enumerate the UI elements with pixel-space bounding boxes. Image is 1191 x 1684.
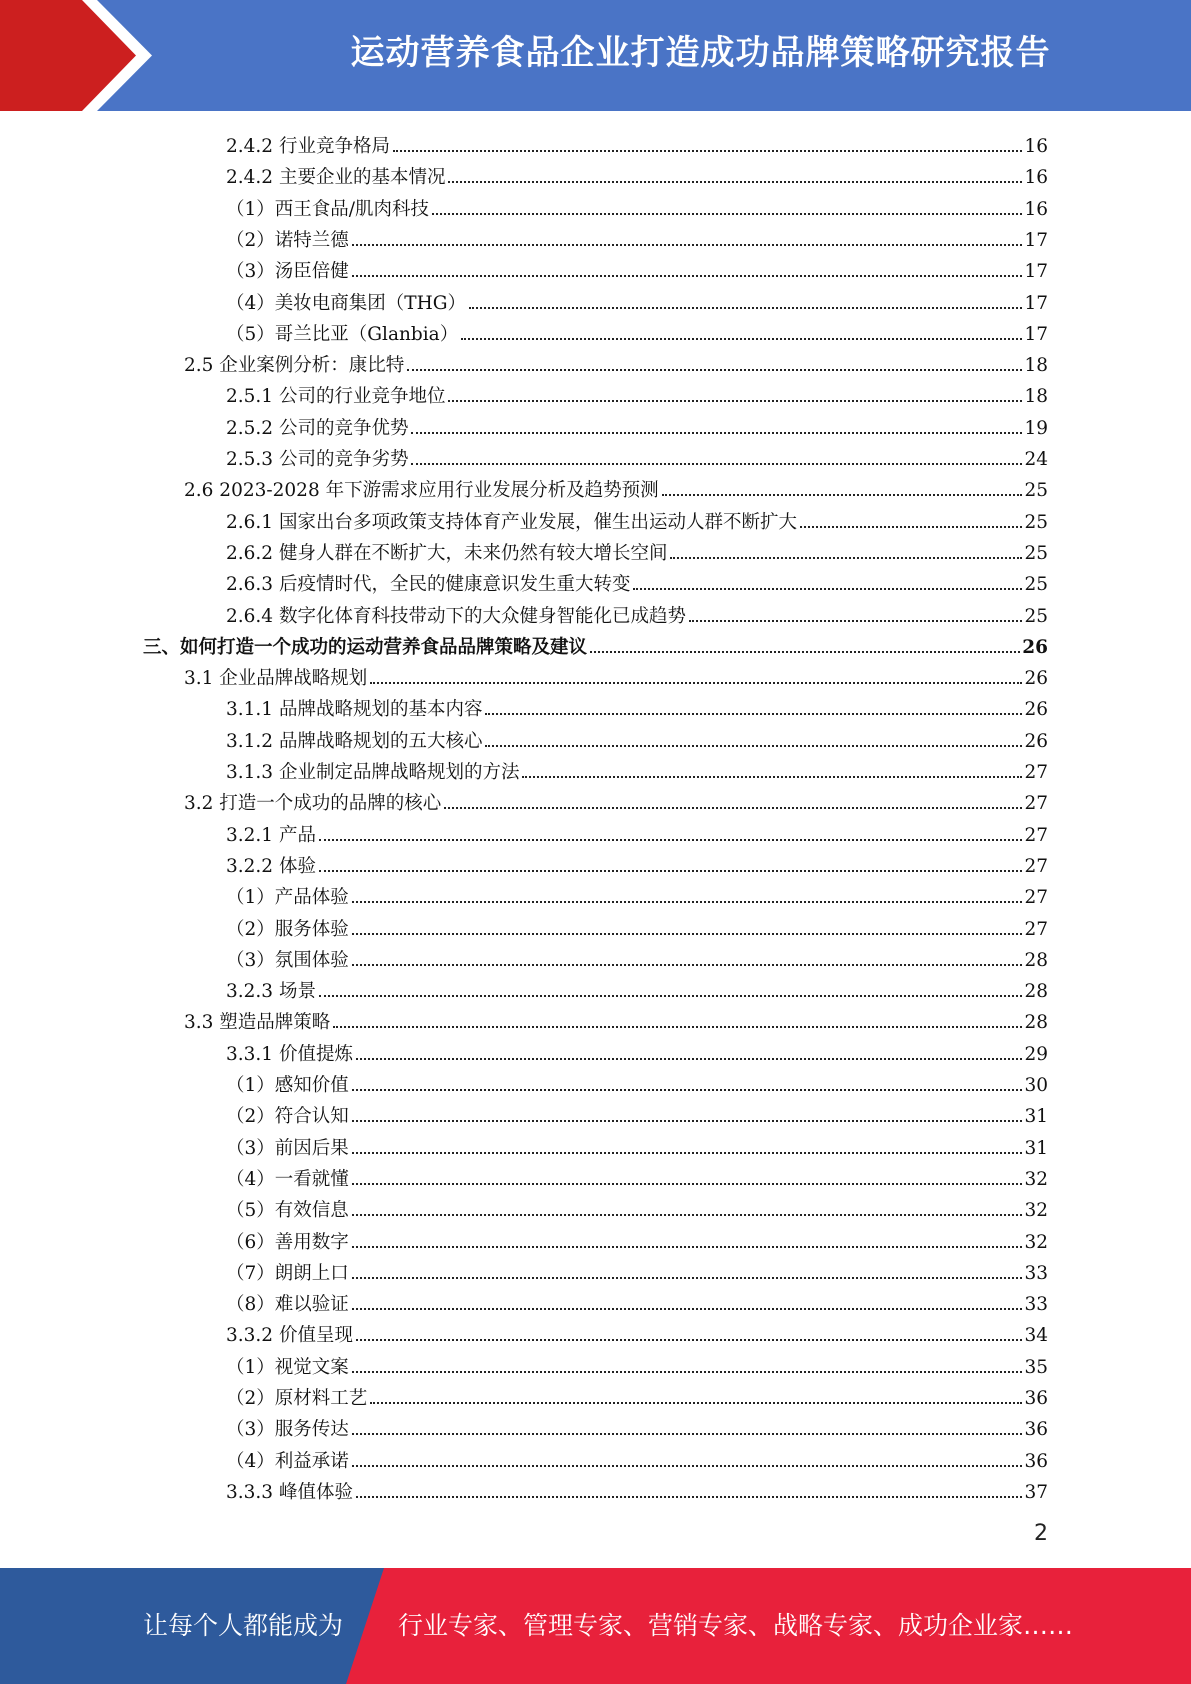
toc-entry[interactable] <box>226 409 1048 440</box>
toc-entry-label: 3.1.1 品牌战略规划的基本内容 <box>226 699 483 721</box>
toc-entry-label: （1）产品体验 <box>226 887 349 909</box>
toc-entry-label: 2.6.1 国家出台多项政策支持体育产业发展，催生出运动人群不断扩大 <box>226 511 797 533</box>
toc-entry-label: （2）诺特兰德 <box>226 229 349 251</box>
toc-entry[interactable] <box>184 1003 1048 1034</box>
toc-dot-leader <box>352 244 1023 246</box>
toc-entry-label: 2.5.1 公司的行业竞争地位 <box>226 386 446 408</box>
toc-entry-page: 31 <box>1024 1137 1048 1159</box>
toc-entry-page: 26 <box>1024 730 1048 752</box>
toc-entry[interactable] <box>226 1348 1048 1379</box>
toc-dot-leader <box>662 494 1023 496</box>
toc-entry-page: 16 <box>1024 167 1048 189</box>
toc-entry[interactable] <box>226 503 1048 534</box>
toc-dot-leader <box>633 588 1022 590</box>
toc-dot-leader <box>352 1433 1023 1435</box>
toc-dot-leader <box>356 1496 1023 1498</box>
toc-entry[interactable] <box>226 722 1048 753</box>
toc-entry-label: （4）一看就懂 <box>226 1168 349 1190</box>
toc-entry-label: （2）符合认知 <box>226 1106 349 1128</box>
toc-entry-label: （6）善用数字 <box>226 1231 349 1253</box>
toc-entry[interactable] <box>226 847 1048 878</box>
toc-entry-label: 2.6 2023-2028 年下游需求应用行业发展分析及趋势预测 <box>184 480 659 502</box>
toc-dot-leader <box>393 150 1022 152</box>
toc-dot-leader <box>444 807 1022 809</box>
toc-entry-label: （2）服务体验 <box>226 918 349 940</box>
toc-entry-label: （1）西王食品/肌肉科技 <box>226 198 430 220</box>
toc-entry[interactable] <box>226 1129 1048 1160</box>
toc-entry[interactable] <box>226 158 1048 189</box>
toc-entry[interactable] <box>226 1410 1048 1441</box>
toc-entry-page: 27 <box>1024 918 1048 940</box>
toc-dot-leader <box>485 745 1022 747</box>
page-header <box>0 0 1191 111</box>
toc-dot-leader <box>370 1402 1022 1404</box>
toc-entry-page: 30 <box>1024 1075 1048 1096</box>
toc-entry[interactable] <box>226 910 1048 941</box>
toc-dot-leader <box>352 964 1023 966</box>
toc-entry-page: 17 <box>1024 323 1048 345</box>
toc-entry-page: 27 <box>1024 855 1048 877</box>
toc-dot-leader <box>352 1183 1023 1185</box>
toc-entry[interactable] <box>184 659 1048 690</box>
toc-entry-page: 24 <box>1024 449 1048 470</box>
toc-entry[interactable] <box>226 753 1048 784</box>
toc-entry-page: 32 <box>1024 1231 1048 1253</box>
toc-dot-leader <box>411 463 1022 465</box>
toc-dot-leader <box>689 620 1022 622</box>
toc-entry-label: （4）美妆电商集团（THG） <box>226 292 467 314</box>
toc-dot-leader <box>352 1277 1023 1279</box>
toc-dot-leader <box>461 338 1022 340</box>
toc-dot-leader <box>352 275 1023 277</box>
toc-entry[interactable] <box>226 315 1048 346</box>
toc-entry-page: 37 <box>1024 1481 1048 1503</box>
toc-entry-page: 32 <box>1024 1168 1048 1190</box>
toc-entry-page: 18 <box>1024 355 1048 377</box>
toc-dot-leader <box>469 307 1022 309</box>
toc-dot-leader <box>352 1152 1023 1154</box>
toc-dot-leader <box>319 995 1023 997</box>
toc-entry[interactable] <box>226 440 1048 471</box>
toc-dot-leader <box>352 1308 1023 1310</box>
toc-entry[interactable] <box>226 377 1048 408</box>
toc-entry-page: 27 <box>1024 793 1048 815</box>
toc-entry-label: （1）视觉文案 <box>226 1356 349 1378</box>
toc-entry-page: 25 <box>1024 605 1048 627</box>
toc-entry[interactable] <box>226 252 1048 283</box>
toc-entry-page: 25 <box>1024 542 1048 564</box>
toc-entry-page: 17 <box>1024 292 1048 314</box>
toc-entry[interactable] <box>226 1442 1048 1473</box>
toc-dot-leader <box>670 557 1022 559</box>
toc-dot-leader <box>319 839 1023 841</box>
toc-entry-label: （5）哥兰比亚（Glanbia） <box>226 323 459 345</box>
toc-entry-page: 25 <box>1024 511 1048 533</box>
toc-entry-page: 36 <box>1024 1388 1048 1409</box>
toc-dot-leader <box>352 1214 1023 1216</box>
toc-entry-page: 26 <box>1024 668 1048 690</box>
toc-dot-leader <box>352 1465 1023 1467</box>
toc-dot-leader <box>370 682 1022 684</box>
toc-entry[interactable] <box>226 1254 1048 1285</box>
toc-entry-label: （3）服务传达 <box>226 1419 349 1441</box>
toc-entry-label: （3）氛围体验 <box>226 949 349 971</box>
toc-entry-label: 2.5 企业案例分析：康比特 <box>184 355 405 377</box>
toc-entry-label: （8）难以验证 <box>226 1294 349 1316</box>
toc-entry-label: （4）利益承诺 <box>226 1450 349 1472</box>
toc-dot-leader <box>352 901 1023 903</box>
toc-entry-page: 27 <box>1024 824 1048 846</box>
toc-entry-page: 36 <box>1024 1419 1048 1441</box>
toc-entry[interactable] <box>226 1379 1048 1410</box>
toc-entry-page: 19 <box>1024 417 1048 439</box>
toc-dot-leader <box>411 432 1022 434</box>
footer-slogan-right: 行业专家、管理专家、营销专家、战略专家、成功企业家…… <box>398 1611 1074 1640</box>
footer-slogan-left: 让每个人都能成为 <box>143 1611 344 1640</box>
toc-dot-leader <box>448 181 1022 183</box>
toc-entry-page: 16 <box>1024 136 1048 157</box>
toc-dot-leader <box>319 870 1023 872</box>
toc-dot-leader <box>352 1246 1023 1248</box>
toc-entry-page: 26 <box>1024 699 1048 721</box>
toc-entry-label: 2.4.2 行业竞争格局 <box>226 136 390 157</box>
toc-entry-page: 17 <box>1024 261 1048 283</box>
toc-entry-label: （2）原材料工艺 <box>226 1388 368 1409</box>
toc-entry-label: （5）有效信息 <box>226 1200 349 1222</box>
toc-dot-leader <box>522 776 1022 778</box>
toc-entry[interactable] <box>226 1223 1048 1254</box>
toc-entry-page: 31 <box>1024 1106 1048 1128</box>
toc-entry-label: 2.6.2 健身人群在不断扩大，未来仍然有较大增长空间 <box>226 542 668 564</box>
page-number: 2 <box>1034 1521 1048 1546</box>
toc-entry-label: 3.1.2 品牌战略规划的五大核心 <box>226 730 483 752</box>
toc-entry-label: 2.5.3 公司的竞争劣势 <box>226 449 409 470</box>
toc-entry-page: 35 <box>1024 1356 1048 1378</box>
toc-entry[interactable] <box>226 690 1048 721</box>
toc-dot-leader <box>333 1026 1022 1028</box>
toc-entry[interactable] <box>226 816 1048 847</box>
toc-entry[interactable] <box>226 597 1048 628</box>
toc-entry-label: 2.5.2 公司的竞争优势 <box>226 417 409 439</box>
toc-entry-label: （3）汤臣倍健 <box>226 261 349 283</box>
toc-entry-label: （1）感知价值 <box>226 1075 349 1096</box>
report-title: 运动营养食品企业打造成功品牌策略研究报告 <box>350 33 1051 73</box>
toc-dot-leader <box>352 1089 1023 1091</box>
toc-entry-page: 25 <box>1024 574 1048 596</box>
toc-entry-page: 27 <box>1024 887 1048 909</box>
toc-entry-page: 28 <box>1024 981 1048 1003</box>
toc-entry-label: 3.3.2 价值呈现 <box>226 1325 353 1347</box>
toc-entry[interactable] <box>226 1473 1048 1504</box>
toc-entry[interactable] <box>226 878 1048 909</box>
toc-dot-leader <box>590 651 1020 653</box>
toc-dot-leader <box>352 933 1023 935</box>
toc-entry-label: 3.3.3 峰值体验 <box>226 1481 353 1503</box>
toc-entry[interactable] <box>184 346 1048 377</box>
toc-entry[interactable] <box>226 1035 1048 1066</box>
toc-entry-page: 34 <box>1024 1325 1048 1347</box>
toc-entry-page: 29 <box>1024 1043 1048 1065</box>
toc-entry[interactable] <box>226 1316 1048 1347</box>
toc-entry[interactable] <box>226 972 1048 1003</box>
toc-entry-page: 28 <box>1024 949 1048 971</box>
toc-entry[interactable] <box>184 784 1048 815</box>
toc-entry[interactable] <box>226 1191 1048 1222</box>
toc-entry-page: 36 <box>1024 1450 1048 1472</box>
toc-entry[interactable] <box>184 471 1048 502</box>
toc-entry[interactable] <box>226 190 1048 221</box>
toc-dot-leader <box>356 1339 1023 1341</box>
toc-entry-page: 16 <box>1024 198 1048 220</box>
toc-entry[interactable] <box>226 127 1048 158</box>
toc-entry-label: 三、如何打造一个成功的运动营养食品品牌策略及建议 <box>143 636 588 658</box>
page-footer <box>0 1568 1191 1684</box>
toc-entry-label: （7）朗朗上口 <box>226 1262 349 1284</box>
toc-entry-page: 33 <box>1024 1294 1048 1316</box>
toc-entry[interactable] <box>226 221 1048 252</box>
toc-entry-page: 18 <box>1024 386 1048 408</box>
toc-entry-label: 2.4.2 主要企业的基本情况 <box>226 167 446 189</box>
toc-entry-label: 3.2 打造一个成功的品牌的核心 <box>184 793 442 815</box>
toc-entry-page: 27 <box>1024 762 1048 783</box>
toc-entry-label: 2.6.4 数字化体育科技带动下的大众健身智能化已成趋势 <box>226 605 686 627</box>
toc-entry-page: 28 <box>1024 1012 1048 1034</box>
toc-dot-leader <box>432 213 1022 215</box>
toc-entry-label: 3.3.1 价值提炼 <box>226 1043 353 1065</box>
toc-entry-label: 3.2.3 场景 <box>226 981 316 1003</box>
toc-dot-leader <box>485 713 1022 715</box>
toc-entry-label: 3.1.3 企业制定品牌战略规划的方法 <box>226 762 520 783</box>
toc-dot-leader <box>448 400 1022 402</box>
toc-entry[interactable] <box>226 1160 1048 1191</box>
toc-entry-page: 26 <box>1022 636 1048 658</box>
toc-entry[interactable] <box>226 534 1048 565</box>
toc-dot-leader <box>407 369 1022 371</box>
toc-entry-label: （3）前因后果 <box>226 1137 349 1159</box>
toc-entry-page: 32 <box>1024 1200 1048 1222</box>
toc-entry-page: 33 <box>1024 1262 1048 1284</box>
toc-entry[interactable] <box>143 628 1048 659</box>
toc-entry[interactable] <box>226 1285 1048 1316</box>
toc-entry[interactable] <box>226 1066 1048 1097</box>
toc-entry-label: 3.1 企业品牌战略规划 <box>184 668 368 690</box>
toc-entry[interactable] <box>226 1097 1048 1128</box>
toc-dot-leader <box>352 1371 1023 1373</box>
toc-entry[interactable] <box>226 284 1048 315</box>
toc-entry-label: 3.2.1 产品 <box>226 824 316 846</box>
toc-entry-page: 25 <box>1024 480 1048 502</box>
toc-dot-leader <box>356 1058 1023 1060</box>
toc-entry[interactable] <box>226 941 1048 972</box>
toc-entry-label: 3.2.2 体验 <box>226 855 316 877</box>
toc-dot-leader <box>352 1120 1023 1122</box>
toc-entry[interactable] <box>226 565 1048 596</box>
toc-entry-page: 17 <box>1024 229 1048 251</box>
toc-entry-label: 3.3 塑造品牌策略 <box>184 1012 331 1034</box>
toc-entry-label: 2.6.3 后疫情时代，全民的健康意识发生重大转变 <box>226 574 631 596</box>
toc-dot-leader <box>800 526 1022 528</box>
